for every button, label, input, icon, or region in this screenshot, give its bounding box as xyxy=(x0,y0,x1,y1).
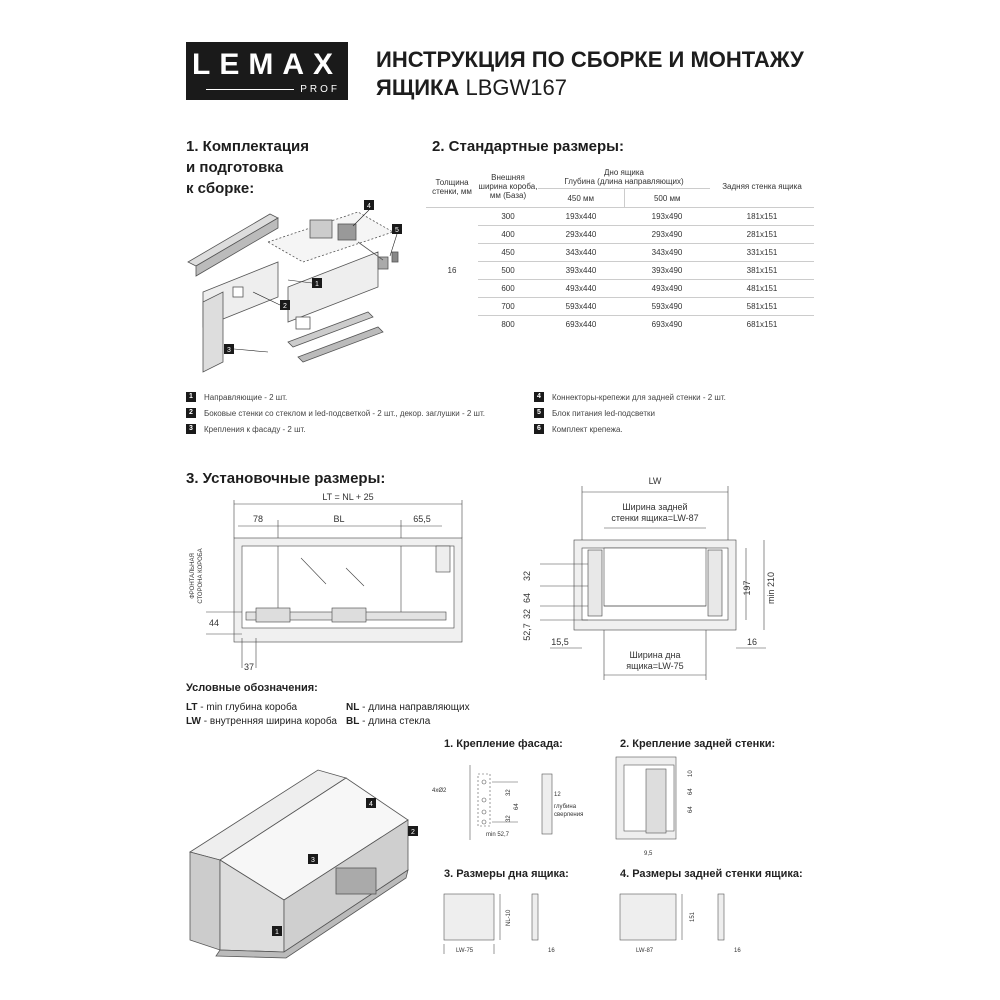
cond-nl xyxy=(346,702,470,713)
th-depth-label: Глубина (длина направляющих) xyxy=(564,177,684,186)
front-side-label-1: ФРОНТАЛЬНАЯ xyxy=(190,553,196,599)
dim-bl: BL xyxy=(333,514,345,524)
marker-4: 4 xyxy=(367,203,371,210)
table-cell: 493x440 xyxy=(538,280,624,298)
legend-badge: 3 xyxy=(186,424,196,434)
detail-3-title: 3. Размеры дна ящика: xyxy=(444,868,569,880)
dim-78: 78 xyxy=(252,514,264,524)
legend-item xyxy=(534,422,726,436)
legend-text: Блок питания led-подсветки xyxy=(552,408,655,418)
th-thickness: Толщина стенки, мм xyxy=(432,177,472,196)
table-cell: 293x440 xyxy=(538,226,624,244)
legend-badge: 5 xyxy=(534,408,544,418)
section-1-line-2: и подготовка xyxy=(186,159,284,176)
section-1-line-3: к сборке: xyxy=(186,180,255,197)
asm-marker-1: 1 xyxy=(275,929,279,936)
cond-bl-text: - длина стекла xyxy=(359,716,431,727)
logo-brand: LEMAX xyxy=(192,48,342,81)
dim-197: 197 xyxy=(742,580,752,596)
legend-badge: 2 xyxy=(186,408,196,418)
legend-badge: 6 xyxy=(534,424,544,434)
marker-5: 5 xyxy=(395,227,399,234)
table-row xyxy=(426,226,814,244)
exploded-drawer-illustration xyxy=(178,192,428,382)
table-cell: 293x490 xyxy=(624,226,710,244)
legend-text: Коннекторы-крепежи для задней стенки - 2 шт. xyxy=(552,392,726,402)
det-depth-2: сверления xyxy=(554,812,584,818)
det-151: 151 xyxy=(690,911,696,922)
section-3-title: 3. Установочные размеры: xyxy=(186,470,386,487)
conditions-title: Условные обозначения: xyxy=(186,682,318,694)
det-r64b: 64 xyxy=(688,806,694,813)
table-cell: 343x440 xyxy=(538,244,624,262)
dim-44: 44 xyxy=(208,618,220,628)
cond-lt-key: LT xyxy=(186,702,198,713)
cond-bl-key: BL xyxy=(346,716,360,727)
table-cell: 393x440 xyxy=(538,262,624,280)
legend-text: Боковые стенки со стеклом и led-подсветкой - 2 шт., декор. заглушки - 2 шт. xyxy=(204,408,485,418)
legend-text: Крепления к фасаду - 2 шт. xyxy=(204,424,306,434)
legend-item xyxy=(186,390,485,404)
dim-bottom-width-1: Ширина дна xyxy=(629,650,681,660)
logo-rule xyxy=(206,89,294,90)
table-cell: 593x490 xyxy=(624,298,710,316)
cond-lw-key: LW xyxy=(186,716,201,727)
det-depth-1: глубина xyxy=(554,804,577,810)
legend-badge: 1 xyxy=(186,392,196,402)
page-title xyxy=(376,46,804,102)
dim-32b: 32 xyxy=(522,608,532,620)
th-width: Внешняя ширина короба, мм (База) xyxy=(478,173,538,200)
brand-logo xyxy=(186,42,348,100)
dim-16: 16 xyxy=(746,637,758,647)
detail-facade-drawing xyxy=(430,760,600,850)
det-lw87: LW-87 xyxy=(636,948,654,954)
legend-right xyxy=(534,390,726,436)
det-16a: 16 xyxy=(548,948,555,954)
legend-text: Комплект крепежа. xyxy=(552,424,623,434)
section-1-line-1: 1. Комплектация xyxy=(186,138,310,155)
table-cell: 493x490 xyxy=(624,280,710,298)
table-cell: 700 xyxy=(478,298,538,316)
th-bottom-label: Дно ящика xyxy=(603,168,644,177)
detail-2-title: 2. Крепление задней стенки: xyxy=(620,738,776,750)
detail-4-title: 4. Размеры задней стенки ящика: xyxy=(620,868,803,880)
cond-lw-text: - внутренняя ширина короба xyxy=(201,716,337,727)
legend-badge: 4 xyxy=(534,392,544,402)
dim-64: 64 xyxy=(522,592,532,604)
table-cell: 693x490 xyxy=(624,316,710,334)
table-row xyxy=(426,262,814,280)
assembled-drawer-illustration xyxy=(186,760,426,960)
th-500: 500 мм xyxy=(624,189,710,208)
legend-item xyxy=(186,406,485,420)
table-cell: 600 xyxy=(478,280,538,298)
table-row xyxy=(426,280,814,298)
table-cell: 193x490 xyxy=(624,208,710,226)
table-cell: 593x440 xyxy=(538,298,624,316)
cond-bl xyxy=(346,716,430,727)
marker-3: 3 xyxy=(227,347,231,354)
table-cell: 300 xyxy=(478,208,538,226)
table-cell: 681x151 xyxy=(710,316,814,334)
asm-marker-2: 2 xyxy=(411,829,415,836)
det-holes: 4xØ2 xyxy=(432,788,447,794)
table-cell: 281x151 xyxy=(710,226,814,244)
det-32a: 32 xyxy=(506,789,512,796)
table-cell: 343x490 xyxy=(624,244,710,262)
dim-back-width-2: стенки ящика=LW-87 xyxy=(611,513,699,523)
table-cell: 181x151 xyxy=(710,208,814,226)
table-cell: 393x490 xyxy=(624,262,710,280)
det-r10: 10 xyxy=(688,770,694,777)
legend-item xyxy=(186,422,485,436)
dim-min210: min 210 xyxy=(766,571,776,605)
dim-32a: 32 xyxy=(522,570,532,582)
table-cell: 400 xyxy=(478,226,538,244)
table-cell: 500 xyxy=(478,262,538,280)
det-r95: 9,5 xyxy=(644,851,653,857)
cond-lt xyxy=(186,702,297,713)
front-dimension-drawing xyxy=(510,470,800,685)
cond-lt-text: - min глубина короба xyxy=(197,702,298,713)
title-line-2-bold: ЯЩИКА xyxy=(376,75,460,100)
cell-thickness: 16 xyxy=(426,208,478,334)
detail-bottom-size-drawing xyxy=(440,886,570,966)
cond-nl-text: - длина направляющих xyxy=(359,702,470,713)
dim-37: 37 xyxy=(243,662,255,672)
table-row xyxy=(426,316,814,334)
detail-back-wall-drawing xyxy=(610,755,700,860)
legend-item xyxy=(534,406,726,420)
det-r64a: 64 xyxy=(688,788,694,795)
dim-655: 65,5 xyxy=(413,514,431,524)
det-min527: min 52,7 xyxy=(486,832,510,838)
th-450: 450 мм xyxy=(538,189,624,208)
table-cell: 331x151 xyxy=(710,244,814,262)
legend-left xyxy=(186,390,485,436)
section-1-title xyxy=(186,136,309,199)
th-bottom xyxy=(538,166,710,189)
logo-sub: PROF xyxy=(300,84,340,95)
table-cell: 450 xyxy=(478,244,538,262)
det-16b: 16 xyxy=(734,948,741,954)
table-row xyxy=(426,244,814,262)
table-row xyxy=(426,208,814,226)
legend-item xyxy=(534,390,726,404)
title-model: LBGW167 xyxy=(465,75,567,100)
sizes-table xyxy=(426,166,814,333)
detail-1-title: 1. Крепление фасада: xyxy=(444,738,563,750)
dim-527: 52,7 xyxy=(522,623,532,641)
dim-back-width-1: Ширина задней xyxy=(622,502,688,512)
cond-nl-key: NL xyxy=(346,702,360,713)
dim-lt: LT = NL + 25 xyxy=(322,492,374,502)
side-dimension-drawing xyxy=(186,488,476,678)
dim-155: 15,5 xyxy=(551,637,569,647)
asm-marker-4: 4 xyxy=(369,801,373,808)
title-line-1: ИНСТРУКЦИЯ ПО СБОРКЕ И МОНТАЖУ xyxy=(376,47,804,72)
th-back: Задняя стенка ящика xyxy=(722,182,802,191)
section-2-title: 2. Стандартные размеры: xyxy=(432,138,624,155)
dim-bottom-width-2: ящика=LW-75 xyxy=(626,661,684,671)
det-nl10: NL-10 xyxy=(506,909,512,926)
front-side-label-2: СТОРОНА КОРОБА xyxy=(198,548,204,604)
table-cell: 693x440 xyxy=(538,316,624,334)
table-cell: 800 xyxy=(478,316,538,334)
det-lw75: LW-75 xyxy=(456,948,474,954)
marker-1: 1 xyxy=(315,281,319,288)
det-64: 64 xyxy=(514,803,520,810)
table-row xyxy=(426,298,814,316)
table-cell: 481x151 xyxy=(710,280,814,298)
table-cell: 193x440 xyxy=(538,208,624,226)
asm-marker-3: 3 xyxy=(311,857,315,864)
table-cell: 381x151 xyxy=(710,262,814,280)
cond-lw xyxy=(186,716,337,727)
det-12: 12 xyxy=(554,792,561,798)
title-line-2 xyxy=(376,74,804,102)
legend-text: Направляющие - 2 шт. xyxy=(204,392,288,402)
det-32b: 32 xyxy=(506,815,512,822)
detail-back-wall-size-drawing xyxy=(616,886,756,966)
marker-2: 2 xyxy=(283,303,287,310)
dim-lw: LW xyxy=(648,476,662,486)
table-cell: 581x151 xyxy=(710,298,814,316)
